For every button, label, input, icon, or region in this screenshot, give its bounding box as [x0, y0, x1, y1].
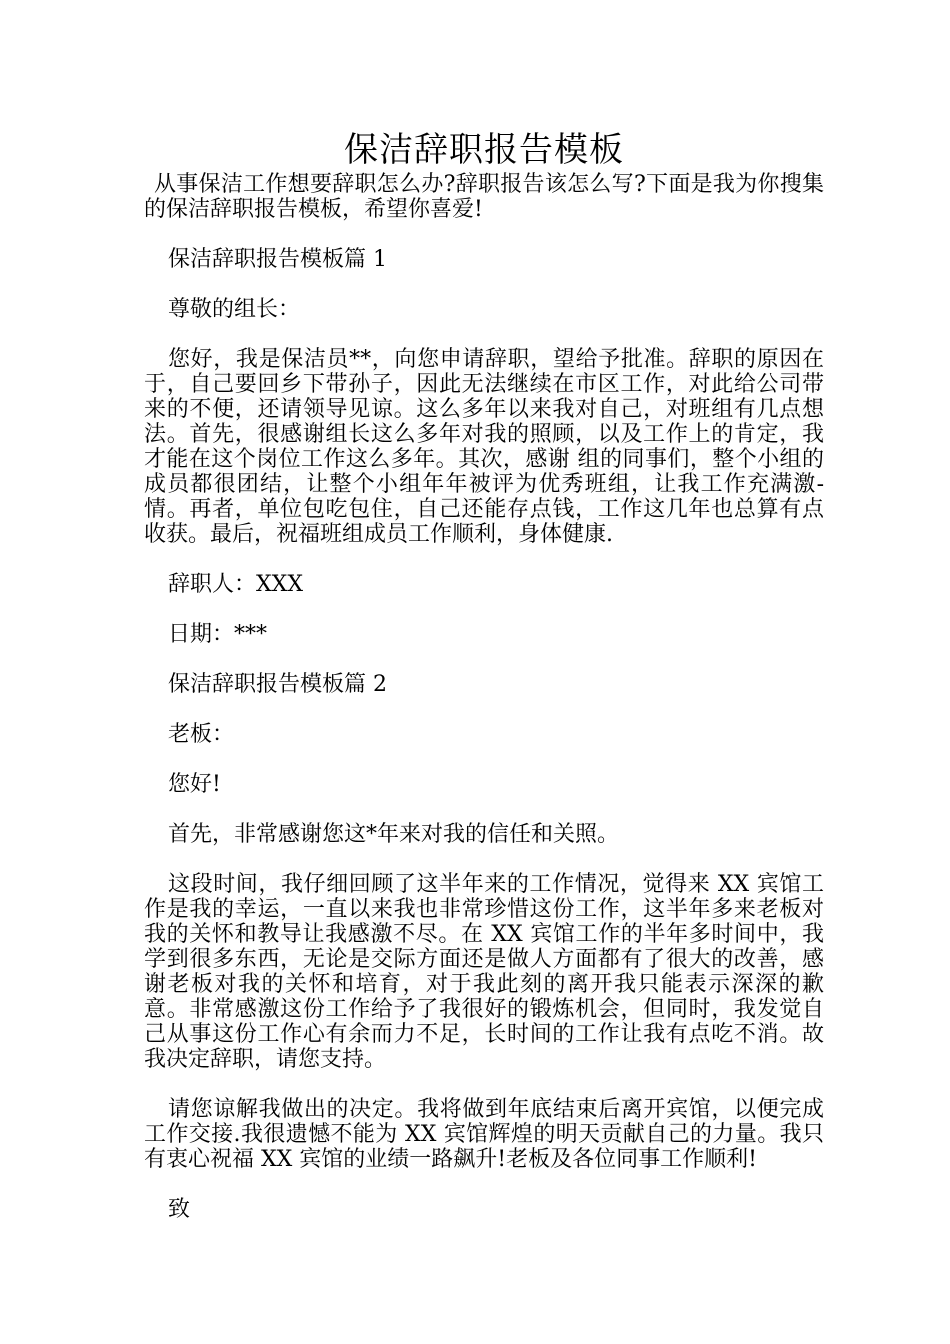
section-1-heading: 保洁辞职报告模板篇 1 [168, 247, 387, 272]
section-2-salutation: 老板： [168, 722, 235, 747]
section-2-paragraph-3: 请您谅解我做出的决定。我将做到年底结束后离开宾馆，以便完成工作交接.我很遗憾不能为 XX 宾馆辉煌的明天贡献自己的力量。我只有衷心祝福 XX 宾馆的业绩一路飙升!老板及各位同事工作顺利! [144, 1097, 824, 1172]
spacer [144, 797, 824, 822]
spacer [144, 1172, 824, 1197]
section-1-date: 日期：*** [168, 622, 268, 647]
spacer [144, 547, 824, 572]
spacer [144, 272, 824, 297]
section-2-closing: 致 [168, 1197, 191, 1222]
spacer [144, 322, 824, 347]
section-1-body: 您好，我是保洁员**，向您申请辞职，望给予批准。辞职的原因在于，自己要回乡下带孙子，因此无法继续在市区工作，对此给公司带来的不便，还请领导见谅。这么多年以来我对自己，对班组有几点想法。首先，很感谢组长这么多年对我的照顾，以及工作上的肯定，我才能在这个岗位工作这么多年。其次，感谢 组的同事们，整个小组的成员都很团结，让整个小组年年被评为优秀班组，让我工作充满激-情。再者，单位包吃包住，自己还能存点钱，工作这几年也总算有点收获。最后，祝福班组成员工作顺利，身体健康. [144, 347, 824, 547]
section-2-paragraph-1: 首先，非常感谢您这*年来对我的信任和关照。 [168, 822, 620, 847]
document-page [144, 128, 824, 1222]
spacer [144, 647, 824, 672]
spacer [144, 1072, 824, 1097]
section-2-heading: 保洁辞职报告模板篇 2 [168, 672, 387, 697]
spacer [144, 847, 824, 872]
document-title: 保洁辞职报告模板 [344, 130, 624, 170]
spacer [144, 222, 824, 247]
spacer [144, 597, 824, 622]
intro-paragraph: 从事保洁工作想要辞职怎么办?辞职报告该怎么写?下面是我为你搜集的保洁辞职报告模板，希望你喜爱! [144, 172, 824, 222]
section-1-signer: 辞职人：XXX [168, 572, 303, 597]
section-2-paragraph-2: 这段时间，我仔细回顾了这半年来的工作情况，觉得来 XX 宾馆工作是我的幸运，一直以来我也非常珍惜这份工作，这半年多来老板对我的关怀和教导让我感激不尽。在 XX 宾馆工作的半年多时间中，我学到很多东西，无论是交际方面还是做人方面都有了很大的改善，感谢老板对我的关怀和培育，对于我此刻的离开我只能表示深深的歉意。非常感激这份工作给予了我很好的锻炼机会，但同时，我发觉自己从事这份工作心有余而力不足，长时间的工作让我有点吃不消。故我决定辞职，请您支持。 [144, 872, 824, 1072]
section-2-greeting: 您好! [168, 772, 221, 797]
spacer [144, 747, 824, 772]
section-1-salutation: 尊敬的组长： [168, 297, 301, 322]
spacer [144, 697, 824, 722]
